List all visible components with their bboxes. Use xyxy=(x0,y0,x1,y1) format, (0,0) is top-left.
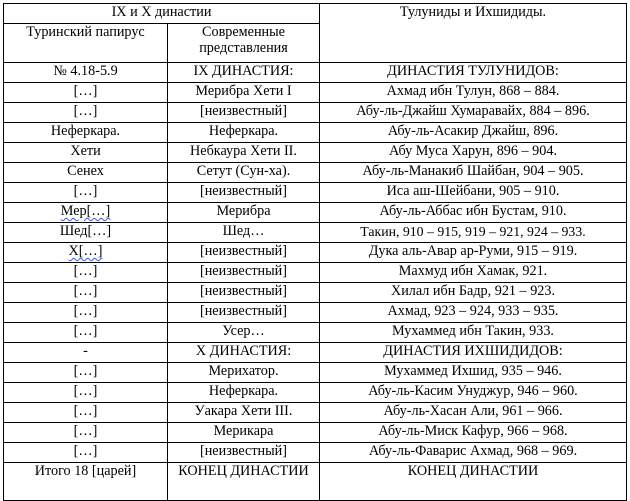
cell-modern: Сетут (Сун-ха). xyxy=(168,163,320,183)
cell-modern: [неизвестный] xyxy=(168,263,320,283)
cell-papyrus: […] xyxy=(4,363,168,383)
header-right-title: Тулуниды и Ихшидиды. xyxy=(320,4,627,63)
dynasty-table-document xyxy=(3,3,627,501)
cell-islamic: Абу-ль-Касим Унуджур, 946 – 960. xyxy=(320,383,627,403)
cell-modern: Уакара Хети III. xyxy=(168,403,320,423)
table-row xyxy=(4,223,627,243)
cell-islamic: ДИНАСТИЯ ИХШИДИДОВ: xyxy=(320,343,627,363)
header-col-modern-views: Современные представления xyxy=(168,24,320,63)
table-row xyxy=(4,423,627,443)
table-row xyxy=(4,243,627,263)
cell-islamic: Абу-ль-Хасан Али, 961 – 966. xyxy=(320,403,627,423)
footer-total: Итого 18 [царей] xyxy=(4,463,168,501)
cell-papyrus: […] xyxy=(4,323,168,343)
cell-papyrus: […] xyxy=(4,263,168,283)
cell-islamic: Мухаммед Ихшид, 935 – 946. xyxy=(320,363,627,383)
cell-islamic: Иса аш-Шейбани, 905 – 910. xyxy=(320,183,627,203)
cell-papyrus: - xyxy=(4,343,168,363)
cell-islamic: Дука аль-Авар ар-Руми, 915 – 919. xyxy=(320,243,627,263)
cell-islamic: Ахмад, 923 – 924, 933 – 935. xyxy=(320,303,627,323)
cell-papyrus: […] xyxy=(4,303,168,323)
table-row xyxy=(4,203,627,223)
cell-papyrus xyxy=(4,203,168,223)
table-row xyxy=(4,283,627,303)
cell-modern: Мерикара xyxy=(168,423,320,443)
cell-modern: Мерибра xyxy=(168,203,320,223)
cell-papyrus: Сенех xyxy=(4,163,168,183)
cell-modern: X ДИНАСТИЯ: xyxy=(168,343,320,363)
cell-islamic: Абу-ль-Фаварис Ахмад, 968 – 969. xyxy=(320,443,627,463)
footer-end-dynasty-islamic: КОНЕЦ ДИНАСТИИ xyxy=(320,463,627,501)
cell-papyrus: […] xyxy=(4,183,168,203)
cell-modern: [неизвестный] xyxy=(168,443,320,463)
cell-modern: [неизвестный] xyxy=(168,183,320,203)
cell-papyrus: […] xyxy=(4,103,168,123)
cell-islamic: Абу-ль-Джайш Хумаравайх, 884 – 896. xyxy=(320,103,627,123)
table-row xyxy=(4,143,627,163)
cell-islamic: Такин, 910 – 915, 919 – 921, 924 – 933. xyxy=(320,223,627,243)
cell-islamic: Абу Муса Харун, 896 – 904. xyxy=(320,143,627,163)
cell-papyrus: № 4.18-5.9 xyxy=(4,63,168,83)
table-row xyxy=(4,443,627,463)
table-row xyxy=(4,183,627,203)
cell-modern: Неферкара. xyxy=(168,123,320,143)
cell-modern: Мерибра Хети I xyxy=(168,83,320,103)
cell-modern: Мерихатор. xyxy=(168,363,320,383)
header-col-turin-papyrus: Туринский папирус xyxy=(4,24,168,63)
cell-papyrus: Неферкара. xyxy=(4,123,168,143)
table-row xyxy=(4,83,627,103)
cell-islamic: Махмуд ибн Хамак, 921. xyxy=(320,263,627,283)
cell-islamic: Хилал ибн Бадр, 921 – 923. xyxy=(320,283,627,303)
cell-papyrus: […] xyxy=(4,283,168,303)
spellcheck-underlined-text: Х[…] xyxy=(68,243,103,259)
cell-papyrus: Шед[…] xyxy=(4,223,168,243)
cell-papyrus xyxy=(4,243,168,263)
cell-papyrus: […] xyxy=(4,423,168,443)
cell-papyrus: […] xyxy=(4,443,168,463)
cell-modern: [неизвестный] xyxy=(168,283,320,303)
cell-islamic: Абу-ль-Асакир Джайш, 896. xyxy=(320,123,627,143)
cell-islamic: Абу-ль-Манакиб Шайбан, 904 – 905. xyxy=(320,163,627,183)
table-row xyxy=(4,263,627,283)
cell-modern: Шед… xyxy=(168,223,320,243)
cell-islamic: Мухаммед ибн Такин, 933. xyxy=(320,323,627,343)
table-row xyxy=(4,63,627,83)
cell-modern: [неизвестный] xyxy=(168,303,320,323)
table-row xyxy=(4,383,627,403)
cell-modern: Неферкара. xyxy=(168,383,320,403)
cell-modern: Небкаура Хети II. xyxy=(168,143,320,163)
spellcheck-underlined-text: Мер[…] xyxy=(60,203,111,219)
cell-islamic: Абу-ль-Аббас ибн Бустам, 910. xyxy=(320,203,627,223)
table-row xyxy=(4,363,627,383)
cell-modern: IX ДИНАСТИЯ: xyxy=(168,63,320,83)
cell-papyrus: Хети xyxy=(4,143,168,163)
dynasty-comparison-table xyxy=(3,3,627,501)
cell-islamic: ДИНАСТИЯ ТУЛУНИДОВ: xyxy=(320,63,627,83)
table-row xyxy=(4,403,627,423)
cell-islamic: Ахмад ибн Тулун, 868 – 884. xyxy=(320,83,627,103)
cell-islamic: Абу-ль-Миск Кафур, 966 – 968. xyxy=(320,423,627,443)
header-group-title: IX и X династии xyxy=(4,4,320,24)
cell-modern: Усер… xyxy=(168,323,320,343)
cell-papyrus: […] xyxy=(4,83,168,103)
table-row xyxy=(4,303,627,323)
cell-modern: [неизвестный] xyxy=(168,103,320,123)
cell-papyrus: […] xyxy=(4,403,168,423)
table-row xyxy=(4,323,627,343)
cell-papyrus: […] xyxy=(4,383,168,403)
table-row xyxy=(4,163,627,183)
cell-modern: [неизвестный] xyxy=(168,243,320,263)
footer-end-dynasty-modern: КОНЕЦ ДИНАСТИИ xyxy=(168,463,320,501)
table-row xyxy=(4,343,627,363)
table-row xyxy=(4,123,627,143)
table-row xyxy=(4,103,627,123)
